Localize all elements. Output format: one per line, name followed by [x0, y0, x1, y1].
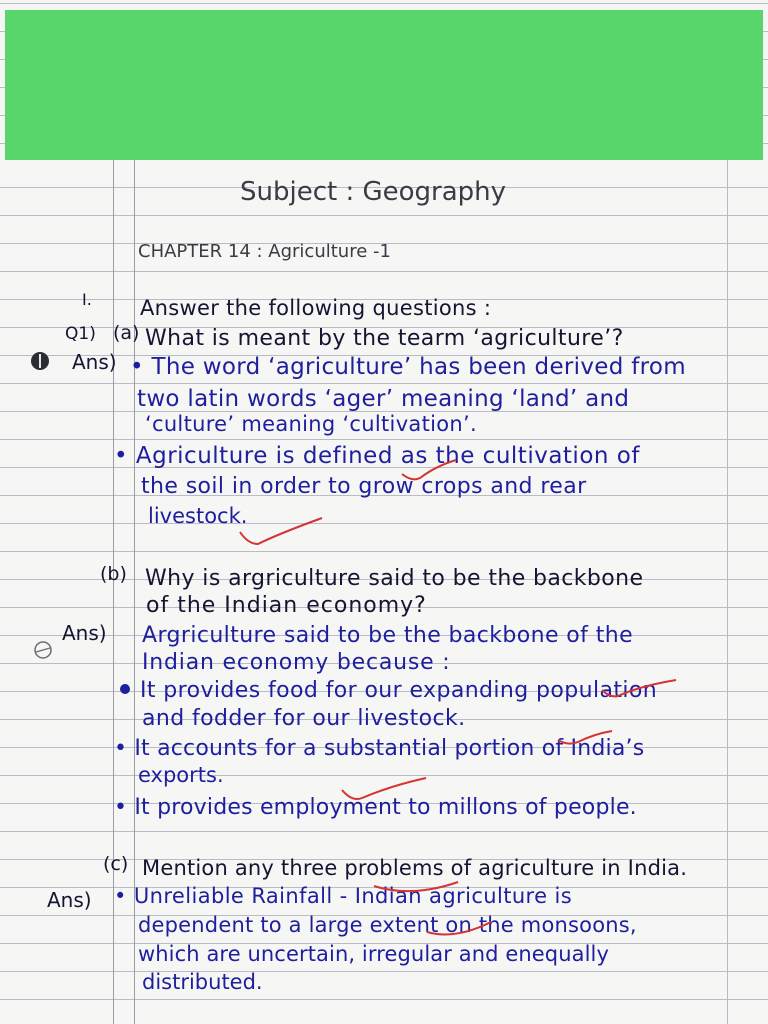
right-edge-line	[727, 160, 728, 1024]
answer-a-line: ‘culture’ meaning ‘cultivation’.	[145, 412, 477, 436]
answer-a-line: the soil in order to grow crops and rear	[141, 474, 587, 499]
tick-mark-icon	[340, 774, 430, 804]
part-a-question: What is meant by the tearm ‘agriculture’?	[145, 326, 624, 351]
tick-mark-icon	[400, 456, 460, 486]
subject-title: Subject : Geography	[240, 177, 507, 207]
answer-b-line: and fodder for our livestock.	[142, 706, 466, 731]
part-c-label: (c)	[103, 853, 129, 875]
section-number: I.	[82, 290, 92, 309]
question-number: Q1)	[65, 324, 96, 344]
answer-b-line: exports.	[138, 763, 224, 787]
part-b-label: (b)	[100, 563, 127, 585]
answer-a-line: livestock.	[148, 504, 248, 528]
answer-b-line: • It provides employment to millons of people.	[114, 795, 637, 820]
answer-a-line: two latin words ‘ager’ meaning ‘land’ and	[137, 386, 630, 412]
answer-b-intro-line: Indian economy because :	[142, 650, 451, 675]
tick-mark-icon	[600, 676, 680, 704]
top-banner	[5, 10, 763, 160]
tick-mark-icon	[556, 728, 616, 750]
chapter-title: CHAPTER 14 : Agriculture -1	[138, 241, 391, 262]
answer-a-line: • Agriculture is defined as the cultivation of	[114, 443, 640, 469]
answer-b-line: • It accounts for a substantial portion of India’s	[114, 736, 645, 761]
answer-b-intro-line: Argriculture said to be the backbone of the	[142, 623, 634, 648]
bullet-icon	[118, 680, 132, 698]
answer-b-line: It provides food for our expanding population	[140, 678, 658, 703]
answer-c-line: • Unreliable Rainfall - Indian agriculture is	[114, 884, 573, 908]
answer-c-line: which are uncertain, irregular and enequally	[138, 942, 609, 966]
part-a-label: (a)	[113, 322, 140, 344]
answer-a-label: Ans)	[72, 350, 117, 374]
part-b-question-line: Why is argriculture said to be the backbone	[145, 566, 644, 591]
section-heading: Answer the following questions :	[140, 296, 492, 320]
circled-number-icon	[31, 640, 55, 660]
part-b-question-line: of the Indian economy?	[146, 593, 427, 618]
tick-mark-icon	[425, 916, 495, 942]
tick-mark-icon	[372, 876, 462, 902]
answer-c-label: Ans)	[47, 888, 92, 912]
answer-c-line: dependent to a large extent on the monsoons,	[138, 913, 637, 937]
answer-b-label: Ans)	[62, 621, 107, 645]
tick-mark-icon	[238, 510, 328, 550]
answer-c-line: distributed.	[142, 970, 263, 994]
circled-number-icon	[29, 350, 51, 372]
answer-a-line: • The word ‘agriculture’ has been derived from	[130, 354, 686, 380]
part-c-question: Mention any three problems of agriculture in India.	[142, 856, 688, 880]
